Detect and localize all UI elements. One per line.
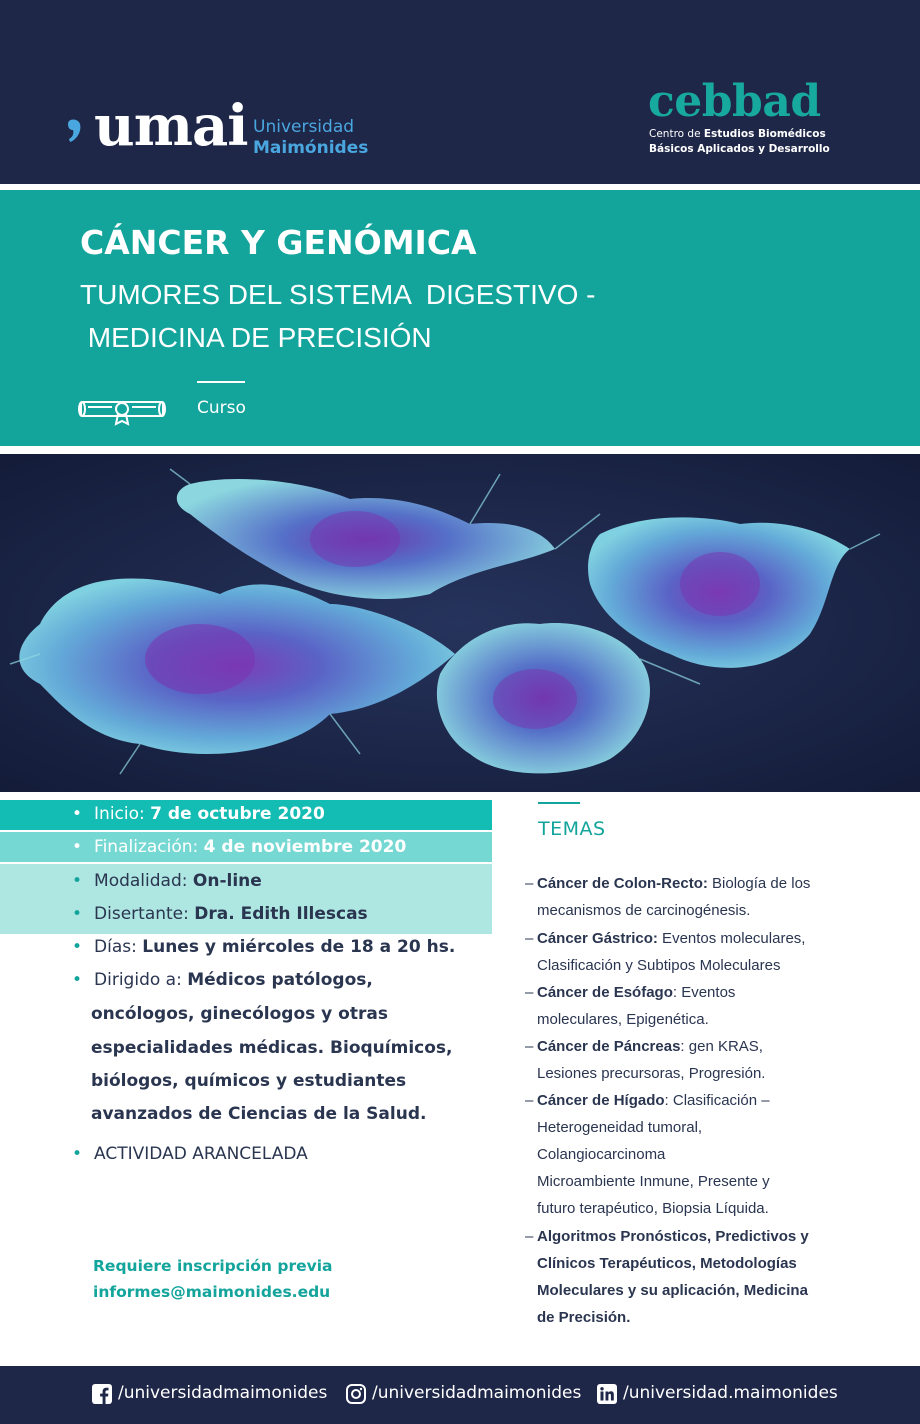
- tema-line: de Precisión.: [537, 1309, 631, 1326]
- tema-line: Microambiente Inmune, Presente y: [537, 1173, 770, 1190]
- dirigido-line: avanzados de Ciencias de la Salud.: [91, 1104, 427, 1124]
- dirigido-line: biólogos, químicos y estudiantes: [91, 1071, 407, 1091]
- facebook-handle[interactable]: /universidadmaimonides: [118, 1383, 328, 1403]
- tema-pancreas: – Cáncer de Páncreas: gen KRAS,: [525, 1038, 763, 1055]
- title-divider: [197, 381, 245, 383]
- diploma-icon: [78, 396, 166, 426]
- course-subtitle-line2: MEDICINA DE PRECISIÓN: [80, 322, 432, 353]
- tema-line: Heterogeneidad tumoral,: [537, 1119, 703, 1136]
- course-subtitle-line1: TUMORES DEL SISTEMA DIGESTIVO -: [80, 279, 596, 310]
- registration-note: Requiere inscripción previa: [93, 1257, 333, 1275]
- tema-higado: – Cáncer de Hígado: Clasificación –: [525, 1092, 770, 1109]
- detail-modalidad: • Modalidad: On-line: [72, 871, 262, 891]
- facebook-icon[interactable]: [92, 1384, 112, 1404]
- detail-dirigido: • Dirigido a: Médicos patólogos,: [72, 970, 373, 990]
- instagram-icon[interactable]: [346, 1384, 366, 1404]
- detail-disertante: • Disertante: Dra. Edith Illescas: [72, 904, 368, 924]
- detail-finalizacion: • Finalización: 4 de noviembre 2020: [72, 837, 407, 857]
- umai-name-line1: Universidad: [253, 117, 355, 137]
- temas-heading: TEMAS: [538, 818, 606, 840]
- cebbad-tagline-2: Básicos Aplicados y Desarrollo: [649, 143, 830, 155]
- tema-line: Moleculares y su aplicación, Medicina: [537, 1282, 808, 1299]
- detail-arancelada: • ACTIVIDAD ARANCELADA: [72, 1144, 308, 1164]
- registration-email-link[interactable]: informes@maimonides.edu: [93, 1283, 331, 1301]
- cancer-cells-image: [0, 454, 920, 792]
- tema-line: Colangiocarcinoma: [537, 1146, 666, 1163]
- dirigido-line: especialidades médicas. Bioquímicos,: [91, 1038, 453, 1058]
- detail-inicio: • Inicio: 7 de octubre 2020: [72, 804, 325, 824]
- tema-line: moleculares, Epigenética.: [537, 1011, 709, 1028]
- tema-line: futuro terapéutico, Biopsia Líquida.: [537, 1200, 769, 1217]
- temas-divider: [538, 802, 580, 804]
- detail-dias: • Días: Lunes y miércoles de 18 a 20 hs.: [72, 937, 456, 957]
- linkedin-handle[interactable]: /universidad.maimonides: [623, 1383, 838, 1403]
- dirigido-line: oncólogos, ginecólogos y otras: [91, 1004, 388, 1024]
- linkedin-icon[interactable]: [597, 1384, 617, 1404]
- course-title: CÁNCER Y GENÓMICA: [80, 223, 477, 262]
- tema-esofago: – Cáncer de Esófago: Eventos: [525, 984, 736, 1001]
- tema-gastrico: – Cáncer Gástrico: Eventos moleculares,: [525, 930, 806, 947]
- course-type-label: Curso: [197, 398, 246, 418]
- cebbad-tagline-1: Centro de Estudios Biomédicos: [649, 128, 826, 140]
- tema-line: mecanismos de carcinogénesis.: [537, 902, 751, 919]
- umai-name-line2: Maimónides: [253, 138, 369, 158]
- tema-line: Clínicos Terapéuticos, Metodologías: [537, 1255, 797, 1272]
- cebbad-logo: cebbad: [648, 76, 821, 127]
- umai-logo: umai: [94, 93, 248, 159]
- instagram-handle[interactable]: /universidadmaimonides: [372, 1383, 582, 1403]
- tema-colon-recto: – Cáncer de Colon-Recto: Biología de los: [525, 875, 811, 892]
- tema-line: Lesiones precursoras, Progresión.: [537, 1065, 766, 1082]
- tema-algoritmos: – Algoritmos Pronósticos, Predictivos y: [525, 1228, 809, 1245]
- tema-line: Clasificación y Subtipos Moleculares: [537, 957, 781, 974]
